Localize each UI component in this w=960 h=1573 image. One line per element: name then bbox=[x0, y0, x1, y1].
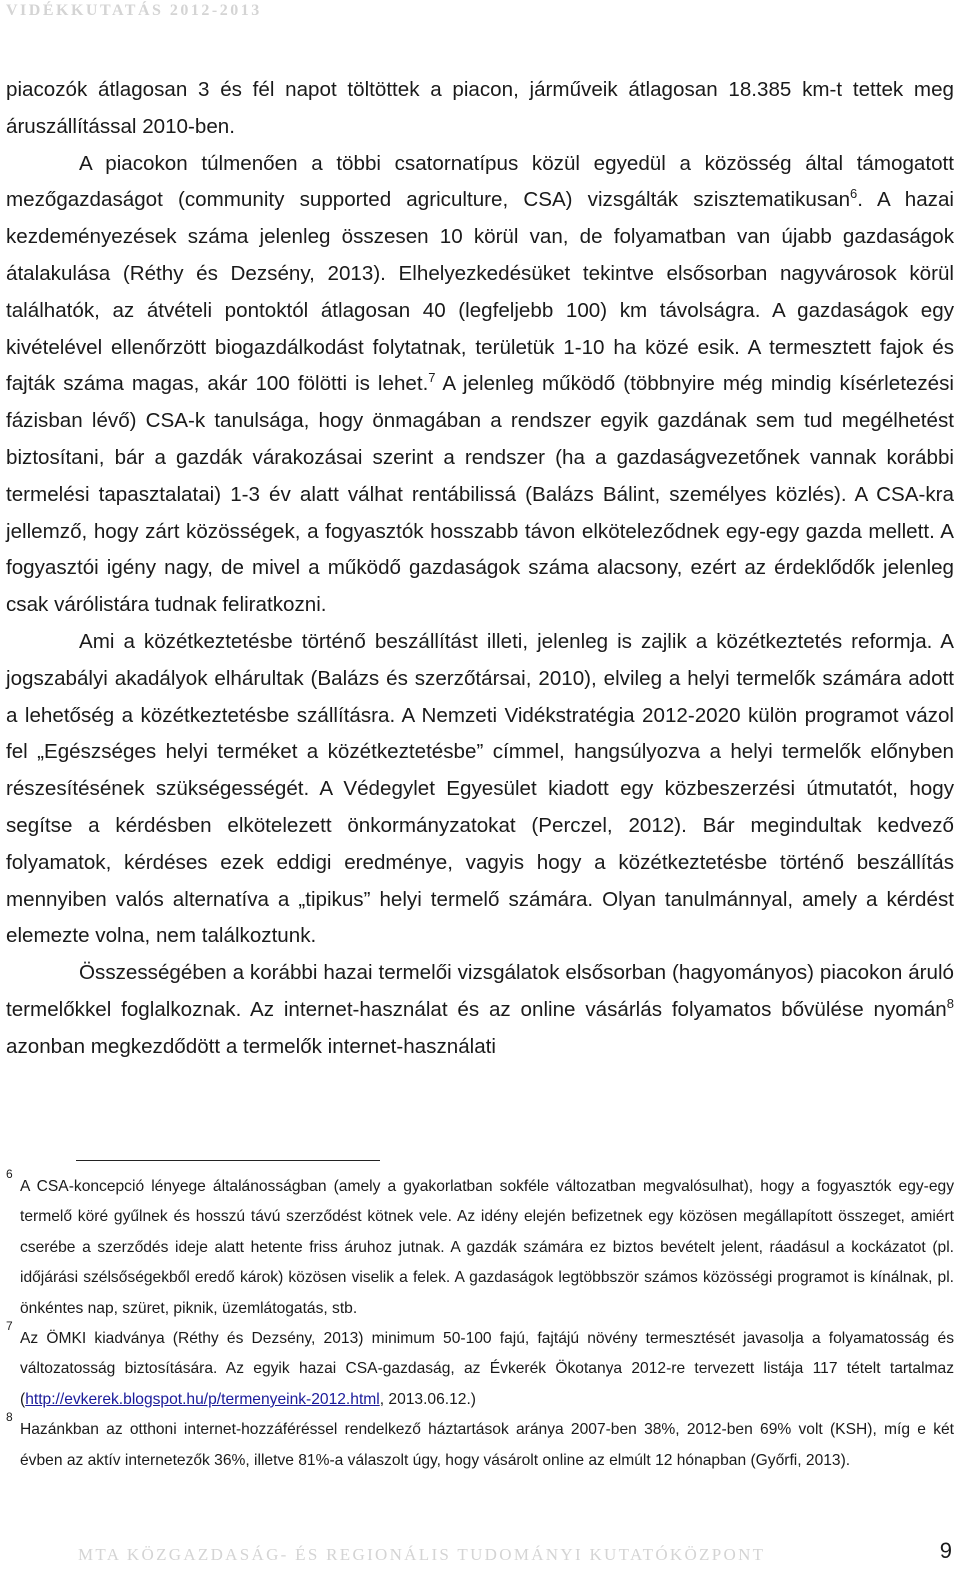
footnote-text-b: , 2013.06.12.) bbox=[379, 1390, 476, 1408]
running-header-title: VIDÉKKUTATÁS 2012-2013 bbox=[6, 2, 262, 19]
footnotes bbox=[6, 1167, 954, 1476]
footnote-text: Hazánkban az otthoni internet-hozzáféréssel rendelkező háztartások aránya 2007-ben 38%, 2012-ben 69% volt (KSH), míg e két évben az aktív internetezők 36%, illetve 81%-a válaszolt úgy, hogy vásárolt online az elmúlt 12 hónapban (Győrfi, 2013). bbox=[20, 1421, 954, 1469]
footnote-ref-6[interactable]: 6 bbox=[850, 186, 858, 202]
footnote-number: 6 bbox=[6, 1167, 13, 1181]
page-number: 9 bbox=[939, 1538, 952, 1563]
footnote-8 bbox=[6, 1410, 954, 1476]
footnote-ref-8[interactable]: 8 bbox=[946, 995, 954, 1011]
evkerek-link[interactable]: http://evkerek.blogspot.hu/p/termenyeink-2012.html bbox=[25, 1390, 380, 1408]
footnote-text: A CSA-koncepció lényege általánosságban (amely a gyakorlatban sokféle változatban megvalósulhat), hogy a fogyasztók egy-egy termelő köré gyűlnek és hosszú távú szerződést kötnek vele. Az idény elején befizetnek egy közösen megállapított összeget, amiért cserébe a szerződés ideje alatt hetente friss áruhoz jutnak. A gazdák számára ez biztos bevételt jelent, ráadásul a kockázatot (pl. időjárási szélsőségekből eredő károk) közösen viselik a felek. A gazdaságok legtöbbször számos közösségi programot is kínálnak, pl. önkéntes nap, szüret, piknik, üzemlátogatás, stb. bbox=[20, 1178, 954, 1317]
footer-institution: MTA KÖZGAZDASÁG- ÉS REGIONÁLIS TUDOMÁNYI KUTATÓKÖZPONT bbox=[78, 1545, 766, 1564]
paragraph-2-part-c: A jelenleg működő (többnyire még mindig kísérletezési fázisban lévő) CSA-k tanulsága, hogy önmagában a rendszer egyik gazdának sem tud megélhetést biztosítani, bár a gazdák várakozásai szerint a rendszer (ha a gazdaságvezetőnek vannak korábbi termelési tapasztalatai) 1-3 év alatt válhat rentábilissá (Balázs Bálint, személyes közlés). A CSA-kra jellemző, hogy zárt közösségek, a fogyasztók hosszabb távon elköteleződnek egy-egy gazda mellett. A fogyasztói igény nagy, de mivel a működő gazdaságok száma alacsony, ezért az érdeklődők jelenleg csak várólistára tudnak feliratkozni. bbox=[6, 372, 954, 617]
paragraph-4-part-a: Összességében a korábbi hazai termelői vizsgálatok elsősorban (hagyományos) piacokon áruló termelőkkel foglalkoznak. Az internet-használat és az online vásárlás folyamatos bővülése nyomán bbox=[6, 961, 954, 1021]
main-body-text bbox=[6, 72, 954, 1066]
footnote-7 bbox=[6, 1319, 954, 1415]
paragraph-3: Ami a közétkeztetésbe történő beszállítást illeti, jelenleg is zajlik a közétkeztetés reformja. A jogszabályi akadályok elhárultak (Balázs és szerzőtársai, 2010), elvileg a helyi termelők számára adott a lehetőség a közétkeztetésbe szállításra. A Nemzeti Vidékstratégia 2012-2020 külön programot vázol fel „Egészséges helyi terméket a közétkeztetésbe” címmel, hangsúlyozva a helyi termelők előnyben részesítésének szükségességét. A Védegylet Egyesület kiadott egy közbeszerzési útmutatót, hogy segítse a kérdésben elkötelezett önkormányzatokat (Perczel, 2012). Bár megindultak kedvező folyamatok, kérdéses ezek eddigi eredménye, vagyis hogy a közétkeztetésbe történő beszállítás mennyiben valós alternatíva a „tipikus” helyi termelő számára. Olyan tanulmánnyal, amely a kérdést elemezte volna, nem találkoztunk. bbox=[6, 629, 954, 948]
footnote-6 bbox=[6, 1167, 954, 1324]
paragraph-2-part-a: A piacokon túlmenően a többi csatornatípus közül egyedül a közösség által támogatott mezőgazdaságot (community supported agriculture, CSA) vizsgálták szisztematikusan bbox=[6, 151, 954, 212]
footnote-separator bbox=[76, 1160, 380, 1161]
paragraph-4-part-b: azonban megkezdődött a termelők internet-használati bbox=[6, 1034, 496, 1058]
footnote-text-a: Az ÖMKI kiadványa (Réthy és Dezsény, 2013) minimum 50-100 fajú, fajtájú növény termesztését javasolja a folyamatosság és változatosság biztosítására. Az egyik hazai CSA-gazdaság, az Évkerék Ökotanya 2012-re tervezett listája 117 tételt tartalmaz ( bbox=[20, 1330, 954, 1408]
paragraph-2-part-b: . A hazai kezdeményezések száma jelenleg összesen 10 körül van, de folyamatban van újabb gazdaságok átalakulása (Réthy és Dezsény, 2013). Elhelyezkedésüket tekintve elsősorban nagyvárosok körül találhatók, az átvételi pontoktól átlagosan 40 (legfeljebb 100) km távolságra. A gazdaságok egy kivételével ellenőrzött biogazdálkodást folytatnak, területük 1-10 ha közé esik. A termesztett fajok és fajták száma magas, akár 100 fölötti is lehet. bbox=[6, 188, 954, 396]
paragraph-1: piacozók átlagosan 3 és fél napot töltöttek a piacon, járműveik átlagosan 18.385 km-t tettek meg áruszállítással 2010-ben. bbox=[6, 78, 954, 138]
footnote-ref-7[interactable]: 7 bbox=[428, 370, 436, 386]
footnote-number: 7 bbox=[6, 1319, 13, 1334]
paragraph-4 bbox=[6, 955, 954, 1065]
paragraph-2 bbox=[6, 146, 954, 624]
footnote-number: 8 bbox=[6, 1410, 13, 1425]
